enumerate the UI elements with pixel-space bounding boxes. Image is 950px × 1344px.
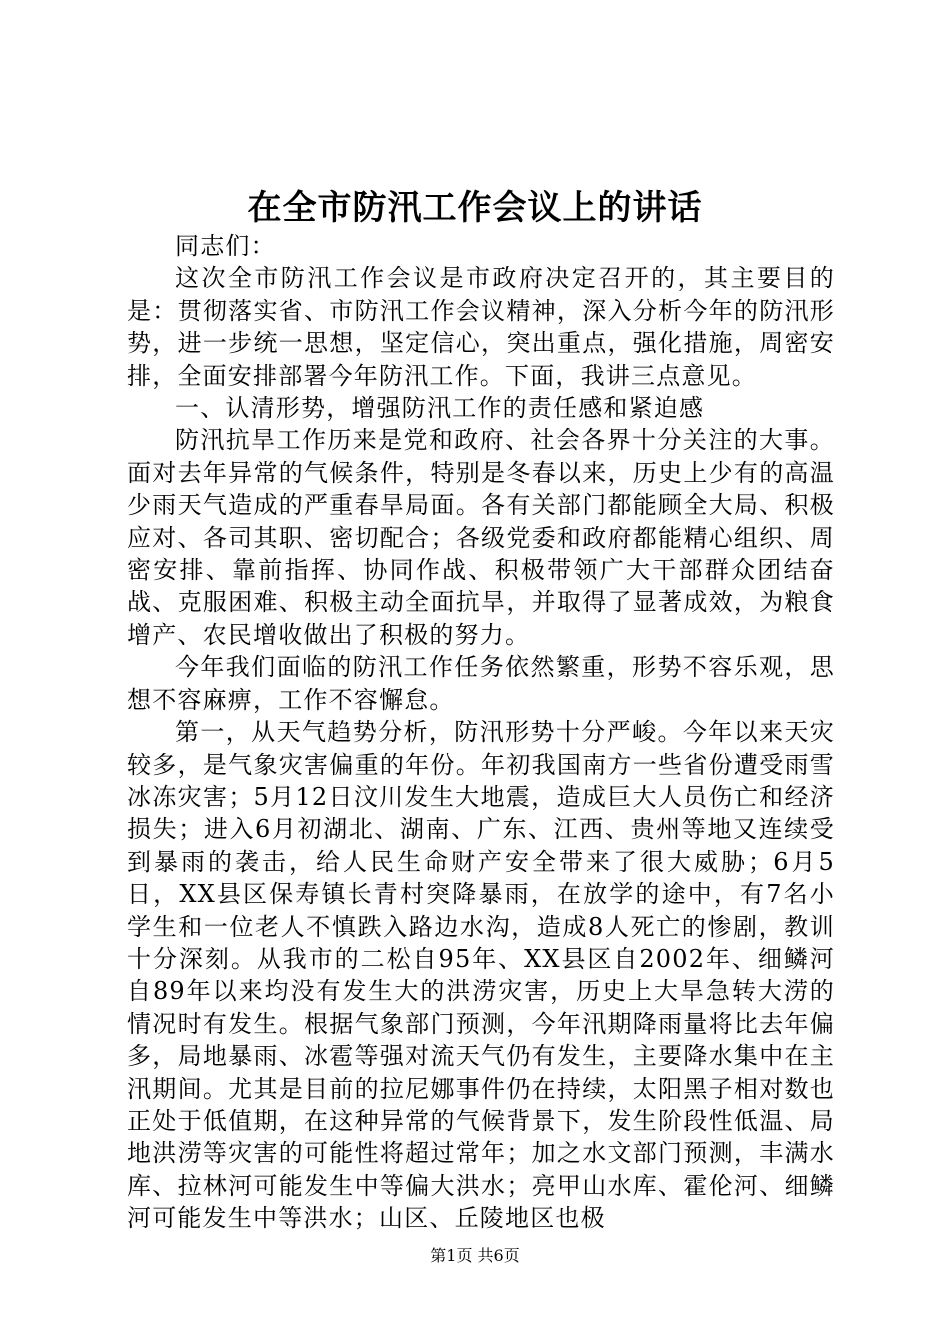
- salutation: 同志们：: [175, 232, 276, 260]
- paragraph-achievements: 防汛抗旱工作历来是党和政府、社会各界十分关注的大事。面对去年异常的气候条件，特别是冬春以来，历史上少有的高温少雨天气造成的严重春旱局面。各有关部门都能顾全大局、积极应对、各司其职、密切配合；各级党委和政府都能精心组织、周密安排、靠前指挥、协同作战、积极带领广大干部群众团结奋战、克服困难、积极主动全面抗旱，并取得了显著成效，为粮食增产、农民增收做出了积极的努力。: [127, 426, 835, 649]
- document-body: [127, 230, 835, 1235]
- paragraph-intro: 这次全市防汛工作会议是市政府决定召开的，其主要目的是：贯彻落实省、市防汛工作会议精神，深入分析今年的防汛形势，进一步统一思想，坚定信心，突出重点，强化措施，周密安排，全面安排部署今年防汛工作。下面，我讲三点意见。: [127, 264, 835, 390]
- section-heading-1: 一、认清形势，增强防汛工作的责任感和紧迫感: [175, 394, 705, 423]
- document-title: 在全市防汛工作会议上的讲话: [247, 188, 703, 228]
- page-footer: 第1页 共6页: [430, 1246, 520, 1265]
- paragraph-situation: 今年我们面临的防汛工作任务依然繁重，形势不容乐观，思想不容麻痹，工作不容懈怠。: [127, 653, 835, 714]
- paragraph-weather-trend: 第一，从天气趋势分析，防汛形势十分严峻。今年以来天灾较多，是气象灾害偏重的年份。年初我国南方一些省份遭受雨雪冰冻灾害；5月12日汶川发生大地震，造成巨大人员伤亡和经济损失；进入6月初湖北、湖南、广东、江西、贵州等地又连续受到暴雨的袭击，给人民生命财产安全带来了很大威胁；6月5日，XX县区保寿镇长青村突降暴雨，在放学的途中，有7名小学生和一位老人不慎跌入路边水沟，造成8人死亡的惨剧，教训十分深刻。从我市的二松自95年、XX县区自2002年、细鳞河自89年以来均没有发生大的洪涝灾害，历史上大旱急转大涝的情况时有发生。根据气象部门预测，今年汛期降雨量将比去年偏多，局地暴雨、冰雹等强对流天气仍有发生，主要降水集中在主汛期间。尤其是目前的拉尼娜事件仍在持续，太阳黑子相对数也正处于低值期，在这种异常的气候背景下，发生阶段性低温、局地洪涝等灾害的可能性将超过常年；加之水文部门预测，丰满水库、拉林河可能发生中等偏大洪水；亮甲山水库、霍伦河、细鳞河可能发生中等洪水；山区、丘陵地区也极: [127, 718, 835, 1233]
